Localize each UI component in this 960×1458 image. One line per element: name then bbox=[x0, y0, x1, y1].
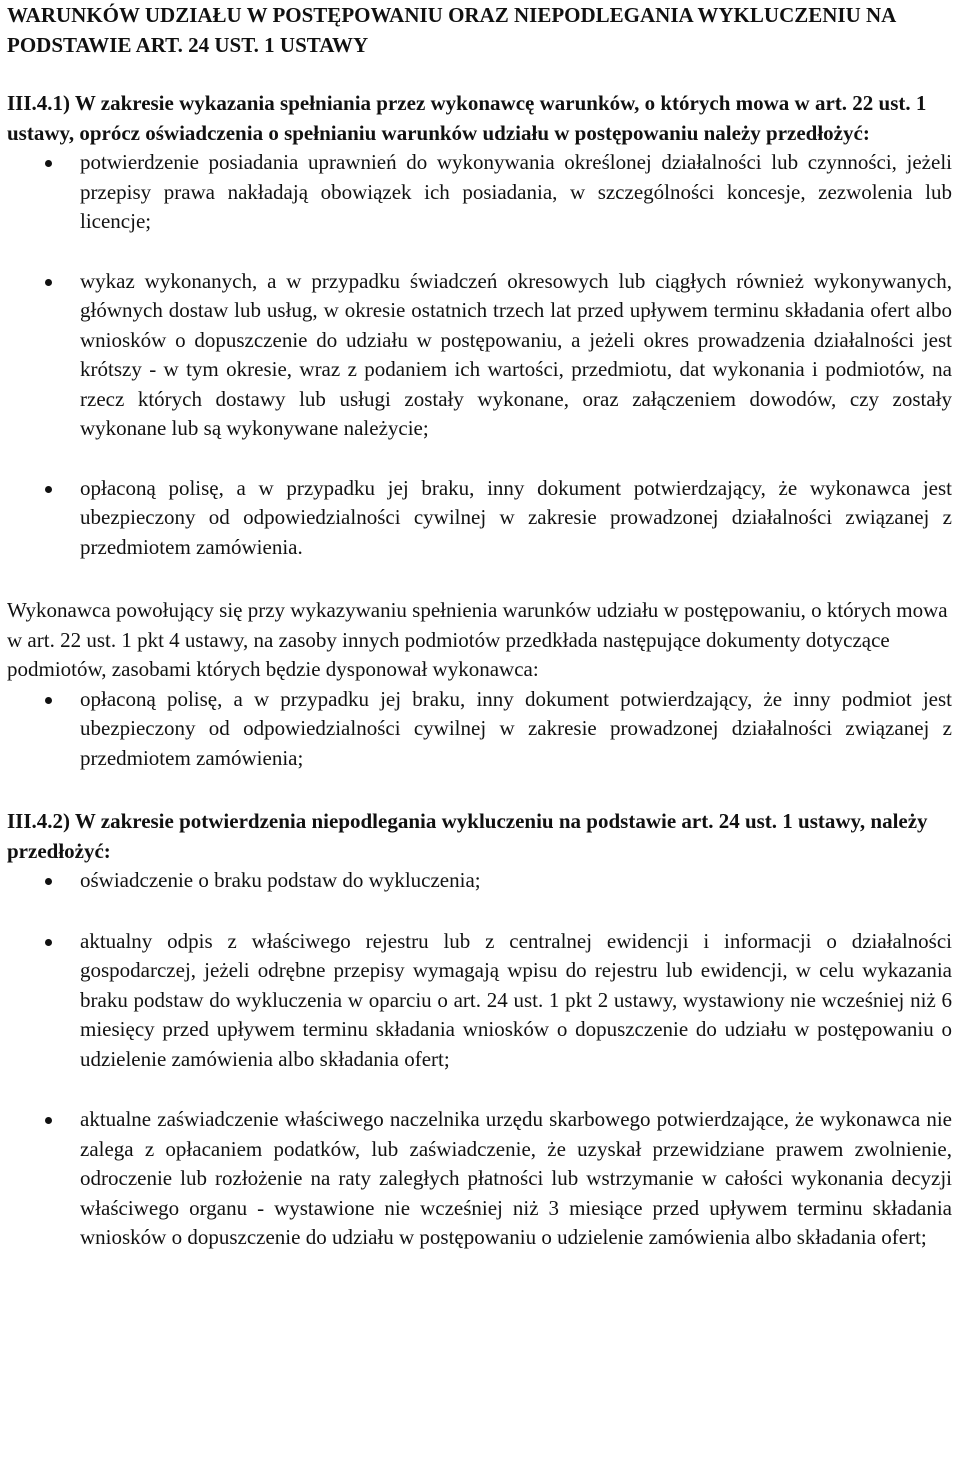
bullet-icon bbox=[45, 939, 52, 946]
list-item-text: wykaz wykonanych, a w przypadku świadczeń okresowych lub ciągłych również wykonywanych, głównych dostaw lub usług, w okresie ostatnich trzech lat przed upływem terminu składania ofert albo wniosków o dopuszczenie do udziału w postępowaniu, a jeżeli okres prowadzenia działalności jest krótszy - w tym okresie, wraz z podaniem ich wartości, przedmiotu, dat wykonania i podmiotów, na rzecz których dostawy lub usługi zostały wykonane, oraz załączeniem dowodów, czy zostały wykonane lub są wykonywane należycie; bbox=[80, 268, 952, 440]
section-1-requirements-list bbox=[7, 148, 952, 562]
bullet-icon bbox=[45, 160, 52, 167]
section-1-heading: III.4.1) W zakresie wykazania spełniania przez wykonawcę warunków, o których mowa w art. 22 ust. 1 ustawy, oprócz oświadczenia o spełnianiu warunków udziału w postępowaniu należy przedłożyć: bbox=[7, 91, 927, 145]
list-item-text: opłaconą polisę, a w przypadku jej braku, inny dokument potwierdzający, że inny podmiot jest ubezpieczony od odpowiedzialności cywilnej w zakresie prowadzonej działalności związanej z przedmiotem zamówienia; bbox=[80, 686, 952, 770]
bullet-icon bbox=[45, 486, 52, 493]
document-title: WARUNKÓW UDZIAŁU W POSTĘPOWANIU ORAZ NIEPODLEGANIA WYKLUCZENIU NA PODSTAWIE ART. 24 UST. 1 USTAWY bbox=[7, 3, 896, 57]
list-item-text: aktualne zaświadczenie właściwego naczelnika urzędu skarbowego potwierdzające, że wykonawca nie zalega z opłacaniem podatków, lub zaświadczenie, że uzyskał przewidziane prawem zwolnienie, odroczenie lub rozłożenie na raty zaległych płatności lub wstrzymanie w całości wykonania decyzji właściwego organu - wystawione nie wcześniej niż 3 miesiące przed upływem terminu składania wniosków o dopuszczenie do udziału w postępowaniu o udzielenie zamówienia albo składania ofert; bbox=[80, 1107, 952, 1249]
resources-paragraph: Wykonawca powołujący się przy wykazywaniu spełnienia warunków udziału w postępowaniu, o których mowa w art. 22 ust. 1 pkt 4 ustawy, na zasoby innych podmiotów przedkłada następujące dokumenty dotyczące podmiotów, zasobami których będzie dysponował wykonawca: bbox=[7, 598, 948, 681]
section-2-heading: III.4.2) W zakresie potwierdzenia niepodlegania wykluczeniu na podstawie art. 24 ust. 1 ustawy, należy przedłożyć: bbox=[7, 809, 928, 863]
list-item bbox=[7, 1105, 952, 1253]
bullet-icon bbox=[45, 878, 52, 885]
list-item bbox=[7, 148, 952, 237]
other-entities-list bbox=[7, 685, 952, 774]
list-item-text: aktualny odpis z właściwego rejestru lub z centralnej ewidencji i informacji o działalności gospodarczej, jeżeli odrębne przepisy wymagają wpisu do rejestru lub ewidencji, w celu wykazania braku podstaw do wykluczenia w oparciu o art. 24 ust. 1 pkt 2 ustawy, wystawiony nie wcześniej niż 6 miesięcy przed upływem terminu składania wniosków o dopuszczenie do udziału w postępowaniu o udzielenie zamówienia albo składania ofert; bbox=[80, 928, 952, 1071]
bullet-icon bbox=[45, 1117, 52, 1124]
document-page bbox=[7, 0, 952, 1253]
section-2-documents-list bbox=[7, 866, 952, 1253]
bullet-icon bbox=[45, 697, 52, 704]
list-item bbox=[7, 866, 952, 896]
list-item bbox=[7, 927, 952, 1075]
list-item-text: oświadczenie o braku podstaw do wykluczenia; bbox=[80, 868, 481, 892]
list-item bbox=[7, 474, 952, 563]
list-item-text: potwierdzenie posiadania uprawnień do wykonywania określonej działalności lub czynności, jeżeli przepisy prawa nakładają obowiązek ich posiadania, w szczególności koncesje, zezwolenia lub licencje; bbox=[80, 150, 952, 233]
list-item bbox=[7, 267, 952, 444]
bullet-icon bbox=[45, 279, 52, 286]
list-item bbox=[7, 685, 952, 774]
list-item-text: opłaconą polisę, a w przypadku jej braku, inny dokument potwierdzający, że wykonawca jest ubezpieczony od odpowiedzialności cywilnej w zakresie prowadzonej działalności związanej z przedmiotem zamówienia. bbox=[80, 475, 952, 559]
